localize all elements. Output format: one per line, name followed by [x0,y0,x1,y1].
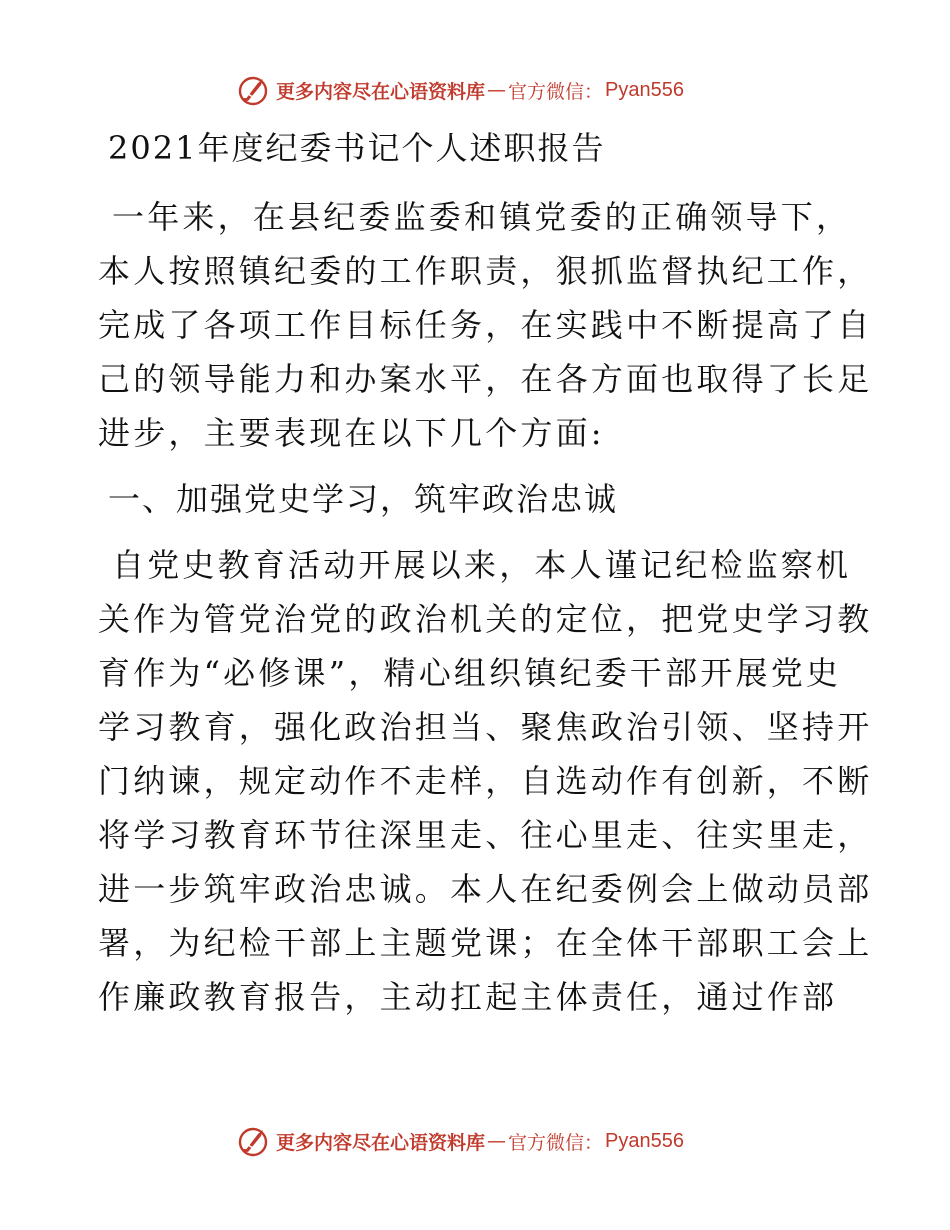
watermark-wechat-id: Pyan556 [605,1129,684,1152]
quill-pen-logo-icon [236,73,270,107]
paragraph-line: 育作为“必修课”，精心组织镇纪委干部开展党史 [98,654,842,692]
quill-pen-logo-icon [236,1124,270,1158]
paragraph-line: 一年来，在县纪委监委和镇党委的正确领导下， [112,198,852,236]
watermark-dash: — [487,79,507,101]
document-title: 2021年度纪委书记个人述职报告 [108,129,606,167]
paragraph-line: 己的领导能力和办案水平，在各方面也取得了长足 [98,360,873,398]
paragraph-line: 学习教育，强化政治担当、聚焦政治引领、坚持开 [98,708,873,746]
paragraph-line: 进一步筑牢政治忠诚。本人在纪委例会上做动员部 [98,870,873,908]
paragraph-line: 关作为管党治党的政治机关的定位，把党史学习教 [98,600,873,638]
intro-paragraph [98,190,873,460]
watermark-text: 更多内容尽在心语资料库 [276,1131,486,1154]
document-body [98,190,873,1024]
section-heading: 一、加强党史学习，筑牢政治忠诚 [108,480,619,518]
paragraph-line: 自党史教育活动开展以来，本人谨记纪检监察机 [112,546,852,584]
watermark-wechat-label: 官方微信： [508,80,604,103]
paragraph-line: 完成了各项工作目标任务，在实践中不断提高了自 [98,306,873,344]
paragraph-line: 作廉政教育报告，主动扛起主体责任，通过作部 [98,978,838,1016]
watermark-wechat-label: 官方微信： [508,1131,604,1154]
paragraph-line: 将学习教育环节往深里走、往心里走、往实里走， [98,816,873,854]
paragraph-line: 本人按照镇纪委的工作职责，狠抓监督执纪工作， [98,252,873,290]
watermark-dash: — [487,1130,507,1152]
watermark-wechat-id: Pyan556 [605,78,684,101]
watermark-text: 更多内容尽在心语资料库 [276,80,486,103]
paragraph-line: 进步，主要表现在以下几个方面: [98,414,605,452]
header-watermark [236,72,684,108]
paragraph-line: 门纳谏，规定动作不走样，自选动作有创新，不断 [98,762,873,800]
section1-paragraph [98,538,873,1024]
paragraph-line: 署，为纪检干部上主题党课；在全体干部职工会上 [98,924,873,962]
footer-watermark [236,1123,684,1159]
